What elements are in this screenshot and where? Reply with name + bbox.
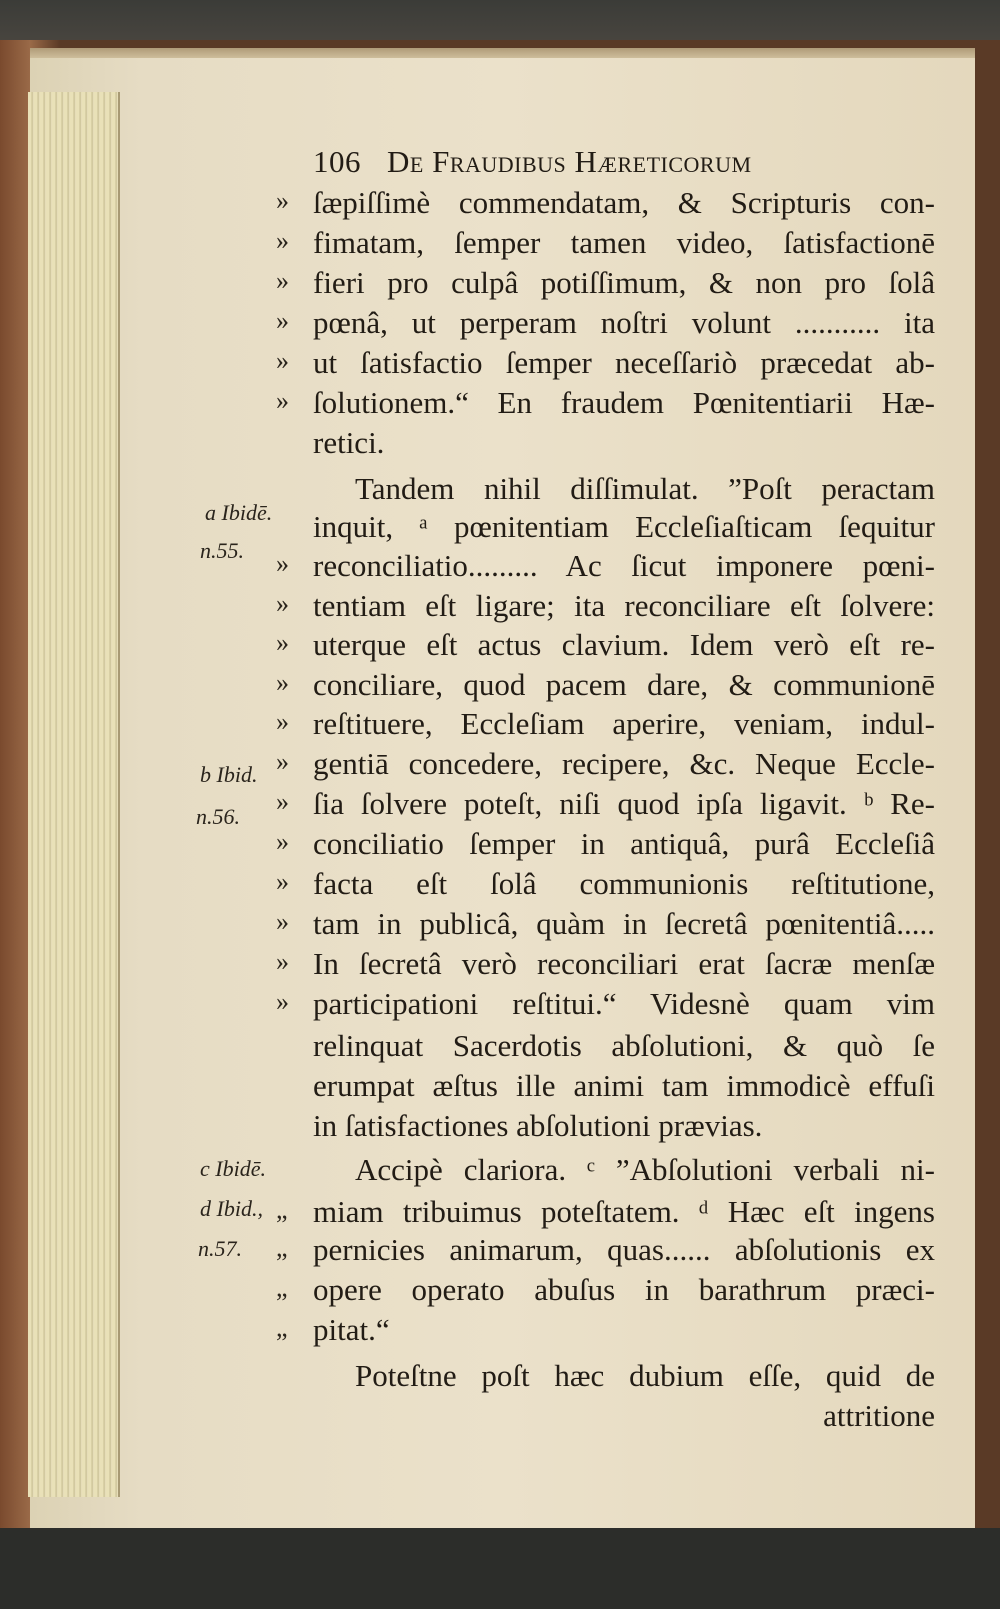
quotation-marker: „	[276, 1273, 288, 1302]
quotation-marker: »	[276, 589, 289, 618]
text-line	[0, 470, 1000, 510]
text-line	[0, 224, 1000, 264]
text-line	[0, 666, 1000, 706]
quotation-marker: »	[276, 867, 289, 896]
text-line	[0, 547, 1000, 587]
quotation-marker: »	[276, 549, 289, 578]
line-text: uterque eſt actus clavium. Idem verò eſt re-	[313, 627, 935, 662]
line-text: inquit, ᵃ pœnitentiam Eccleſiaſticam ſequitur	[313, 509, 935, 544]
line-text: opere operato abuſus in barathrum præci-	[313, 1272, 935, 1307]
text-line	[0, 264, 1000, 304]
text-line	[0, 424, 1000, 464]
text-line	[0, 905, 1000, 945]
margin-note: c Ibidē.	[200, 1156, 266, 1181]
quotation-marker: »	[276, 787, 289, 816]
quotation-marker: »	[276, 386, 289, 415]
line-text: fieri pro culpâ potiſſimum, & non pro ſolâ	[313, 265, 935, 300]
quotation-marker: »	[276, 987, 289, 1016]
text-line	[0, 1107, 1000, 1147]
text-line	[0, 344, 1000, 384]
line-text: tentiam eſt ligare; ita reconciliare eſt ſolvere:	[313, 588, 935, 623]
line-text: pœnâ, ut perperam noſtri volunt ........... ita	[313, 305, 935, 340]
text-line	[0, 1067, 1000, 1107]
text-line	[0, 587, 1000, 627]
quotation-marker: »	[276, 186, 289, 215]
line-text: retici.	[313, 425, 385, 460]
margin-note: a Ibidē.	[205, 500, 273, 525]
text-line	[0, 945, 1000, 985]
text-line	[0, 865, 1000, 905]
line-text: Accipè clariora. ᶜ ”Abſolutioni verbali ni-	[355, 1152, 935, 1187]
margin-note: n.56.	[196, 804, 240, 829]
line-text: tam in publicâ, quàm in ſecretâ pœnitentiâ.....	[313, 906, 935, 941]
text-line	[0, 985, 1000, 1025]
quotation-marker: »	[276, 747, 289, 776]
line-text: reſtituere, Eccleſiam aperire, veniam, indul-	[313, 706, 935, 741]
line-text: pitat.“	[313, 1312, 390, 1347]
quotation-marker: »	[276, 947, 289, 976]
quotation-marker: »	[276, 907, 289, 936]
margin-note: n.55.	[200, 538, 244, 563]
line-text: fimatam, ſemper tamen video, ſatisfactionē	[313, 225, 935, 260]
line-text: ſæpiſſimè commendatam, & Scripturis con-	[313, 185, 935, 220]
running-title: De Fraudibus Hæreticorum	[387, 144, 752, 179]
quotation-marker: »	[276, 346, 289, 375]
line-text: Tandem nihil diſſimulat. ”Poſt peractam	[355, 471, 935, 506]
quotation-marker: „	[276, 1195, 288, 1224]
line-text: reconciliatio......... Ac ſicut imponere pœni-	[313, 548, 935, 583]
quotation-marker: »	[276, 306, 289, 335]
line-text: conciliatio ſemper in antiquâ, purâ Eccleſiâ	[313, 826, 935, 861]
line-text: Poteſtne poſt hæc dubium eſſe, quid de	[355, 1358, 935, 1393]
quotation-marker: »	[276, 226, 289, 255]
margin-note: n.57.	[198, 1236, 242, 1261]
text-line	[0, 1151, 1000, 1191]
background-bottom	[0, 1528, 1000, 1609]
line-text: relinquat Sacerdotis abſolutioni, & quò ſe	[313, 1028, 935, 1063]
quotation-marker: »	[276, 668, 289, 697]
line-text: ſolutionem.“ En fraudem Pœnitentiarii Hæ-	[313, 385, 935, 420]
line-text: facta eſt ſolâ communionis reſtitutione,	[313, 866, 935, 901]
catchword: attritione	[823, 1398, 935, 1433]
line-text: ſia ſolvere poteſt, niſi quod ipſa ligavit. ᵇ Re-	[313, 786, 935, 821]
quotation-marker: »	[276, 707, 289, 736]
line-text: pernicies animarum, quas...... abſolutionis ex	[313, 1232, 935, 1267]
text-line	[0, 626, 1000, 666]
text-line	[0, 1357, 1000, 1397]
running-header	[313, 144, 752, 180]
text-line	[0, 1027, 1000, 1067]
text-line	[0, 1271, 1000, 1311]
line-text: miam tribuimus poteſtatem. ᵈ Hæc eſt ingens	[313, 1194, 935, 1229]
text-line	[0, 184, 1000, 224]
quotation-marker: »	[276, 266, 289, 295]
line-text: gentiā concedere, recipere, &c. Neque Eccle-	[313, 746, 935, 781]
text-line	[0, 705, 1000, 745]
text-line	[0, 1193, 1000, 1233]
text-line	[0, 1231, 1000, 1271]
quotation-marker: „	[276, 1233, 288, 1262]
margin-note: b Ibid.	[200, 762, 258, 787]
text-line	[0, 384, 1000, 424]
page-number: 106	[313, 144, 361, 179]
text-line	[0, 508, 1000, 548]
line-text: ut ſatisfactio ſemper neceſſariò præcedat ab-	[313, 345, 935, 380]
line-text: In ſecretâ verò reconciliari erat ſacræ menſæ	[313, 946, 935, 981]
quotation-marker: »	[276, 628, 289, 657]
text-line	[0, 785, 1000, 825]
text-line	[0, 304, 1000, 344]
quotation-marker: „	[276, 1313, 288, 1342]
text-line	[0, 825, 1000, 865]
text-line	[0, 1311, 1000, 1351]
quotation-marker: »	[276, 827, 289, 856]
margin-note: d Ibid.,	[200, 1196, 263, 1221]
line-text: participationi reſtitui.“ Videsnè quam vim	[313, 986, 935, 1021]
line-text: conciliare, quod pacem dare, & communionē	[313, 667, 935, 702]
text-line	[0, 745, 1000, 785]
line-text: in ſatisfactiones abſolutioni prævias.	[313, 1108, 763, 1143]
line-text: erumpat æſtus ille animi tam immodicè effuſi	[313, 1068, 935, 1103]
